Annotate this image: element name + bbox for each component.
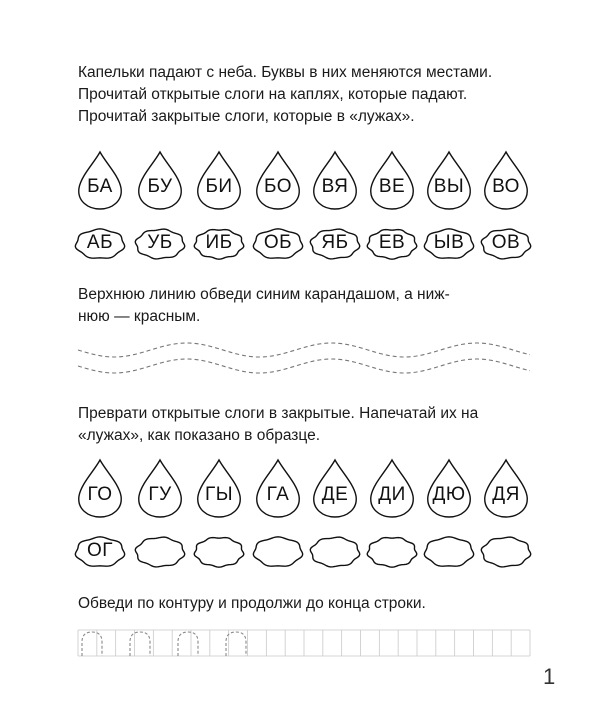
syllable-label: БА — [87, 176, 113, 197]
row1-drop — [424, 150, 474, 210]
syllable-label: АБ — [86, 232, 114, 253]
syllable-label: ГА — [266, 484, 290, 505]
instruction-line: Обведи по контуру и продолжи до конца строки. — [78, 595, 426, 612]
row1-puddle — [133, 226, 187, 262]
instruction-line: Капельки падают с неба. Буквы в них меняются местами. — [78, 64, 493, 81]
instruction-line: «лужах», как показано в образце. — [78, 427, 321, 444]
row1-puddle — [251, 226, 305, 262]
row1-puddle — [365, 226, 419, 262]
instruction-line: нюю — красным. — [78, 308, 201, 325]
puddle-icon — [422, 534, 476, 570]
puddle-icon — [192, 534, 246, 570]
puddle-icon — [308, 534, 362, 570]
puddle-icon — [365, 534, 419, 570]
syllable-label: ДЮ — [432, 484, 466, 505]
instruction-task-4 — [78, 593, 548, 615]
puddle-icon — [133, 534, 187, 570]
trace-arch — [178, 632, 198, 656]
row2-drop — [135, 458, 185, 518]
row2-drop — [424, 458, 474, 518]
row2-drop — [310, 458, 360, 518]
row1-drop — [75, 150, 125, 210]
instruction-line: Верхнюю линию обведи синим карандашом, а ниж- — [78, 286, 450, 303]
instruction-task-1 — [78, 62, 548, 128]
syllable-label: ОГ — [86, 540, 114, 561]
row2-drop — [253, 458, 303, 518]
syllable-label: ДЯ — [492, 484, 520, 505]
syllable-label: ЕВ — [378, 232, 406, 253]
syllable-label: ГУ — [148, 484, 172, 505]
row2-drop — [481, 458, 531, 518]
row1-puddle — [308, 226, 362, 262]
wave-line-top — [78, 343, 530, 357]
wave-line-bottom — [78, 359, 530, 373]
tracing-grid — [78, 630, 530, 658]
row2-drop — [194, 458, 244, 518]
row2-puddle — [251, 534, 305, 570]
syllable-label: ВЕ — [378, 176, 406, 197]
syllable-label: ВО — [492, 176, 520, 197]
row2-puddle — [192, 534, 246, 570]
row1-drop — [135, 150, 185, 210]
row1-puddle — [73, 226, 127, 262]
syllable-label: ВЯ — [321, 176, 349, 197]
row1-puddle — [479, 226, 533, 262]
row1-puddle — [422, 226, 476, 262]
row2-drop — [367, 458, 417, 518]
row2-puddle — [422, 534, 476, 570]
instruction-task-3 — [78, 403, 548, 447]
instruction-task-2 — [78, 284, 548, 328]
row1-drop — [310, 150, 360, 210]
row1-puddle — [192, 226, 246, 262]
row2-puddle — [365, 534, 419, 570]
syllable-label: БИ — [205, 176, 233, 197]
syllable-label: ЯБ — [321, 232, 349, 253]
syllable-label: ГЫ — [204, 484, 234, 505]
syllable-label: БУ — [147, 176, 173, 197]
syllable-label: ЫВ — [433, 232, 465, 253]
syllable-label: ОВ — [491, 232, 521, 253]
row1-drop — [481, 150, 531, 210]
row2-puddle — [308, 534, 362, 570]
syllable-label: ГО — [87, 484, 113, 505]
syllable-label: ВЫ — [433, 176, 465, 197]
page-number: 1 — [543, 664, 556, 689]
syllable-label: ДИ — [378, 484, 406, 505]
puddle-icon — [251, 534, 305, 570]
row1-drop — [194, 150, 244, 210]
syllable-label: ИБ — [205, 232, 233, 253]
syllable-label: УБ — [147, 232, 173, 253]
instruction-line: Преврати открытые слоги в закрытые. Напечатай их на — [78, 405, 479, 422]
dashed-wave-lines — [0, 330, 608, 390]
syllable-label: ДЕ — [321, 484, 349, 505]
row2-puddle — [479, 534, 533, 570]
puddle-icon — [479, 534, 533, 570]
syllable-label: ОБ — [263, 232, 293, 253]
row1-drop — [253, 150, 303, 210]
instruction-line: Прочитай открытые слоги на каплях, которые падают. — [78, 86, 468, 103]
instruction-line: Прочитай закрытые слоги, которые в «лужах». — [78, 108, 415, 125]
row2-drop — [75, 458, 125, 518]
trace-arch — [130, 632, 150, 656]
row2-puddle — [73, 534, 127, 570]
syllable-label: БО — [263, 176, 293, 197]
trace-arch — [82, 632, 102, 656]
row1-drop — [367, 150, 417, 210]
row2-puddle — [133, 534, 187, 570]
